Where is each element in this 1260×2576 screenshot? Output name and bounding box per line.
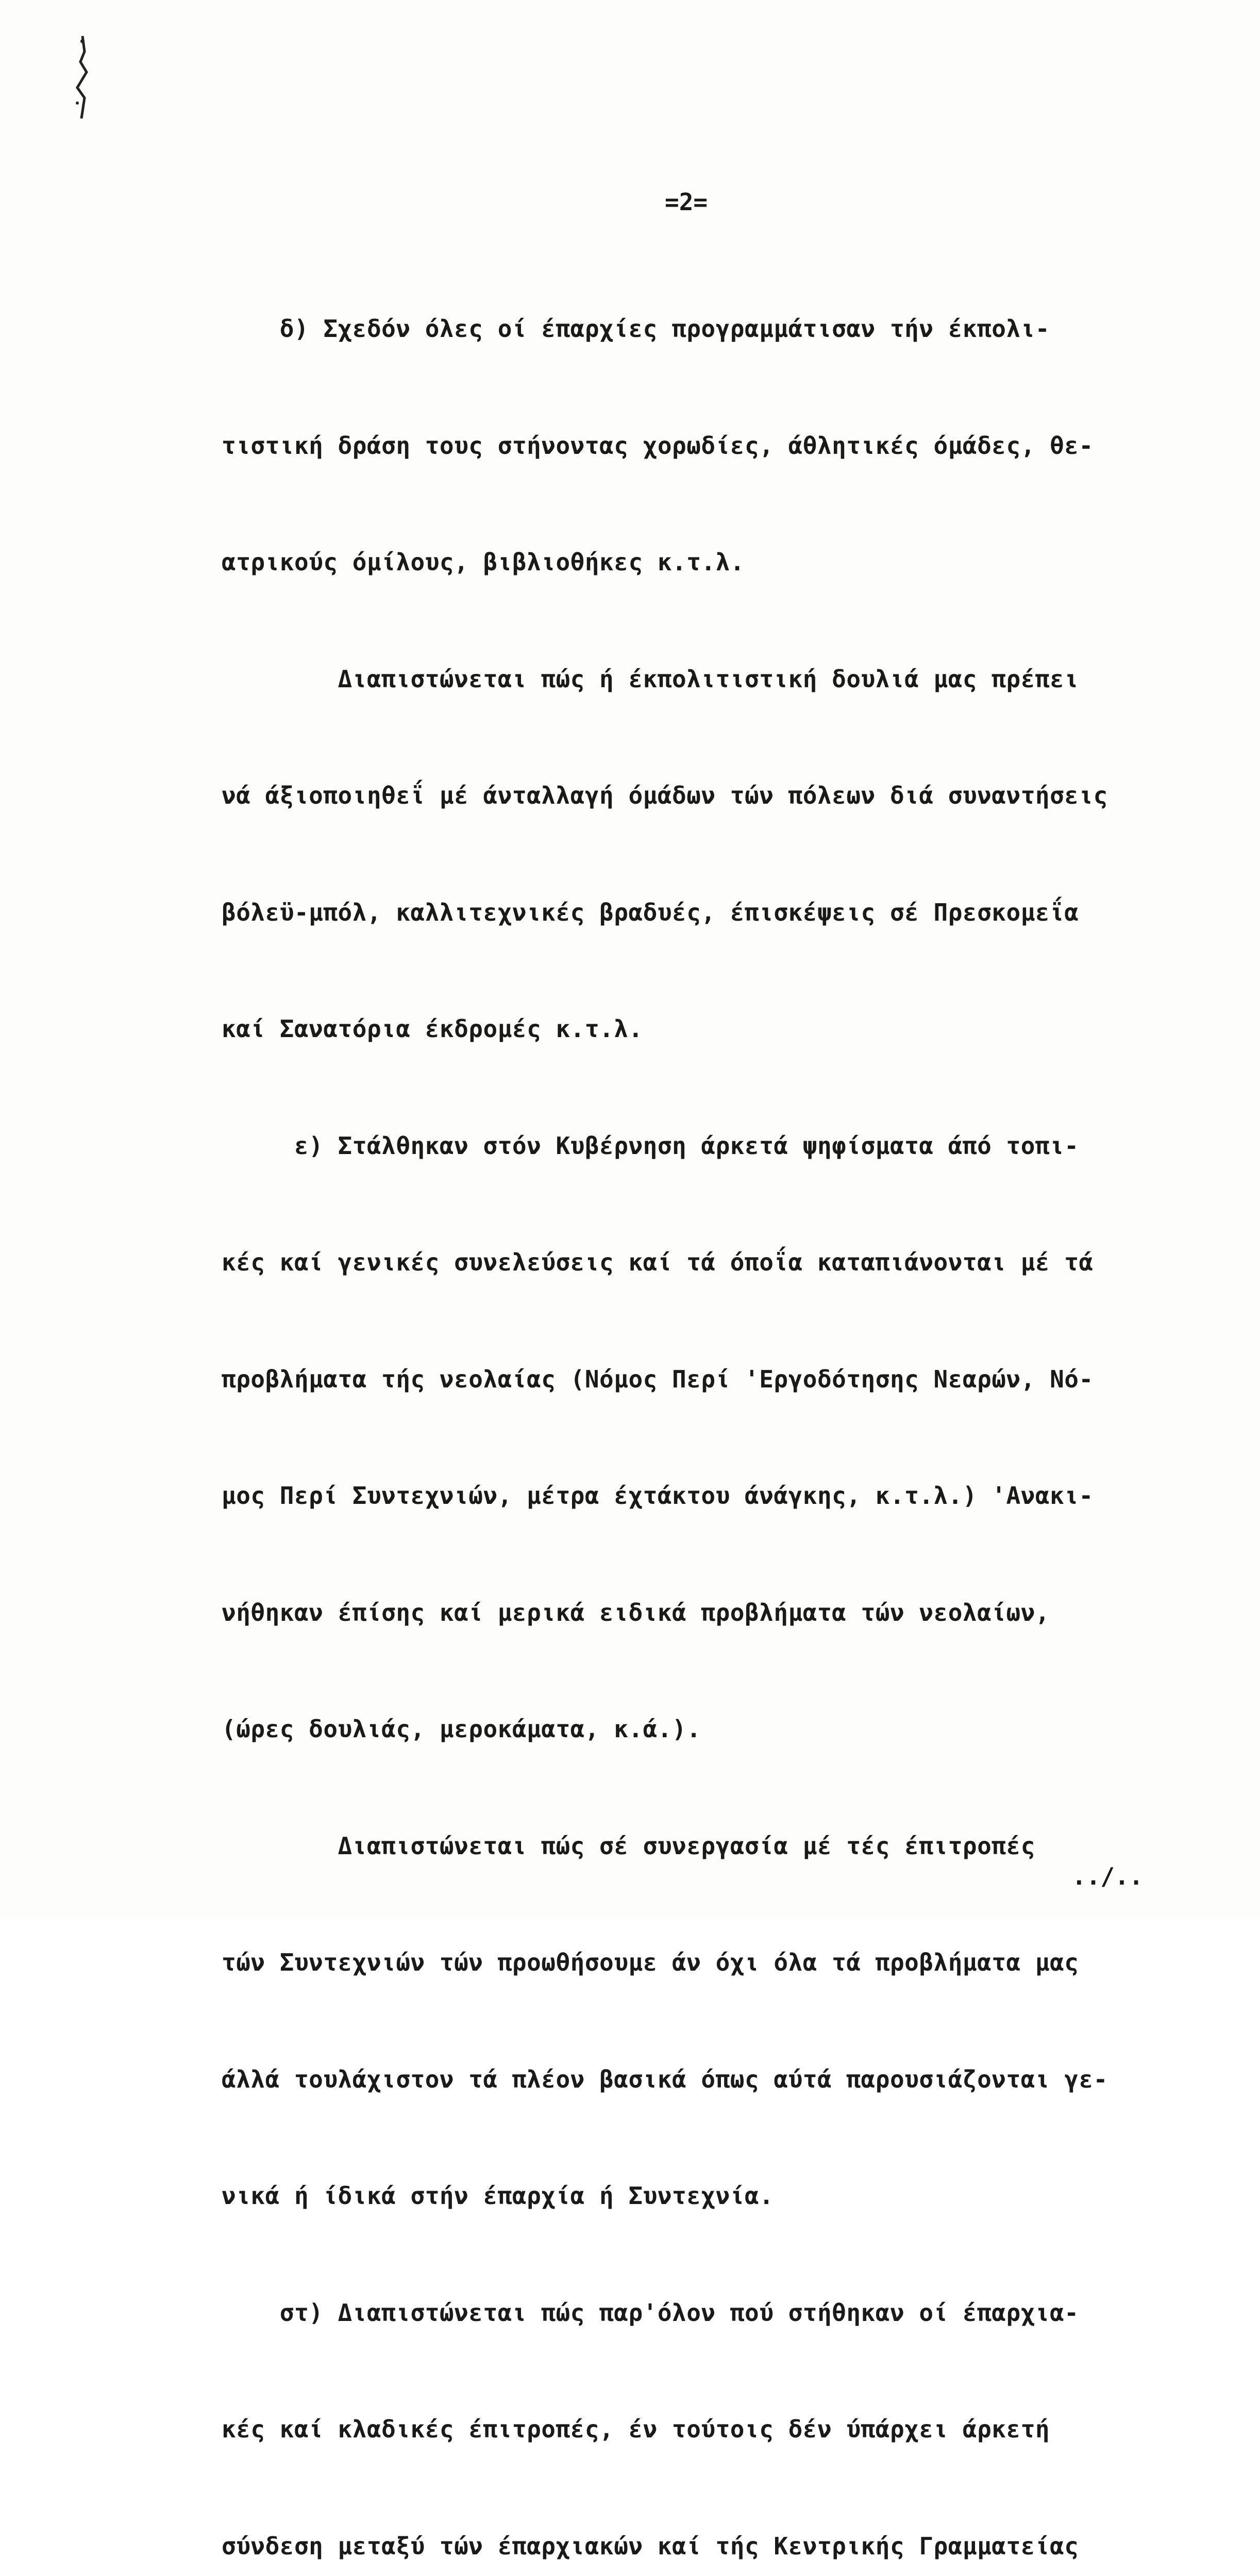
text-line: κές καί γενικές συνελεύσεις καί τά όποΐα καταπιάνονται μέ τά [222, 1248, 1094, 1276]
text-line: βόλεϋ-μπόλ, καλλιτεχνικές βραδυές, έπισκέψεις σέ Πρεσκομεΐα [222, 898, 1079, 926]
text-line: άλλά τουλάχιστον τά πλέον βασικά όπως αύτά παρουσιάζονται γε- [222, 2065, 1108, 2093]
typed-body-text [222, 232, 1221, 2576]
text-line: νά άξιοποιηθεΐ μέ άνταλλαγή όμάδων τών πόλεων διά συναντήσεις [222, 782, 1108, 809]
continuation-mark: ../.. [1072, 1862, 1144, 1890]
text-line: νικά ή ίδικά στήν έπαρχία ή Συντεχνία. [222, 2182, 774, 2210]
text-line: σύνδεση μεταξύ τών έπαρχιακών καί τής Κεντρικής Γραμματείας [222, 2532, 1079, 2560]
text-line: καί Σανατόρια έκδρομές κ.τ.λ. [222, 1015, 643, 1043]
text-line: δ) Σχεδόν όλες οί έπαρχίες προγραμμάτισαν τήν έκπολι- [222, 315, 1050, 343]
text-line: Διαπιστώνεται πώς ή έκπολιτιστική δουλιά μας πρέπει [222, 665, 1079, 693]
text-line: μος Περί Συντεχνιών, μέτρα έχτάκτου άνάγκης, κ.τ.λ.) 'Ανακι- [222, 1482, 1094, 1510]
text-line: τών Συντεχνιών τών προωθήσουμε άν όχι όλα τά προβλήματα μας [222, 1948, 1079, 1976]
text-line: (ώρες δουλιάς, μεροκάματα, κ.ά.). [222, 1715, 701, 1743]
text-line: τιστική δράση τους στήνοντας χορωδίες, άθλητικές όμάδες, θε- [222, 431, 1094, 460]
text-line: ατρικούς όμίλους, βιβλιοθήκες κ.τ.λ. [222, 548, 745, 576]
text-line: προβλήματα τής νεολαίας (Νόμος Περί 'Εργοδότησης Νεαρών, Νό- [222, 1365, 1094, 1393]
text-line: ε) Στάλθηκαν στόν Κυβέρνηση άρκετά ψηφίσματα άπό τοπι- [222, 1131, 1079, 1160]
text-line: στ) Διαπιστώνεται πώς παρ'όλον πού στήθηκαν οί έπαρχια- [222, 2298, 1079, 2327]
text-line: κές καί κλαδικές έπιτροπές, έν τούτοις δέν ύπάρχει άρκετή [222, 2415, 1050, 2443]
text-line: νήθηκαν έπίσης καί μερικά ειδικά προβλήματα τών νεολαίων, [222, 1598, 1050, 1626]
text-line: Διαπιστώνεται πώς σέ συνεργασία μέ τές έπιτροπές [222, 1832, 1035, 1860]
ink-smudge-mark [62, 31, 103, 134]
page-number: =2= [665, 188, 708, 216]
